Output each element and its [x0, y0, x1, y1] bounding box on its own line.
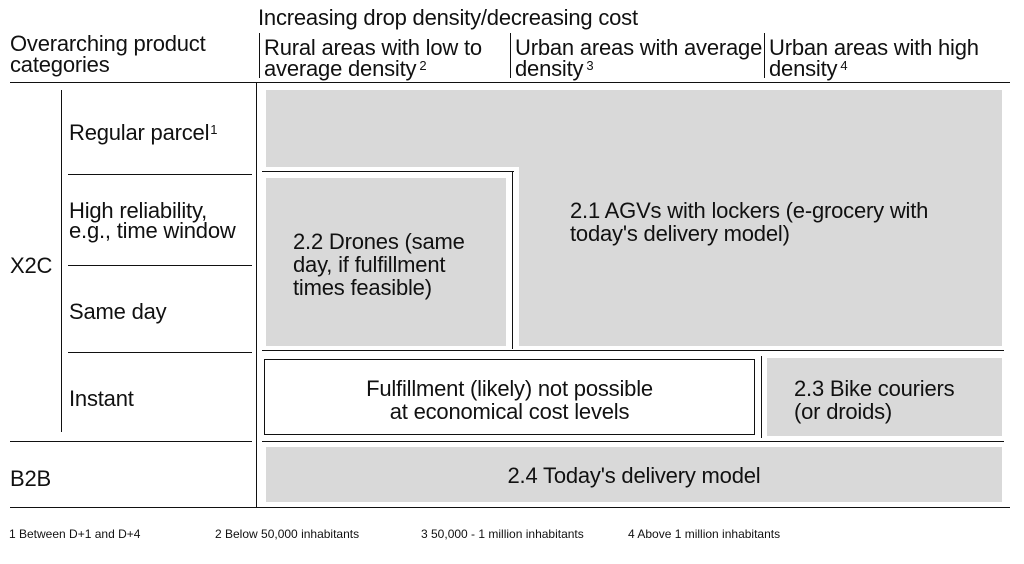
footnote-ref-3: 3: [586, 58, 594, 73]
column-header-rural-line-1: Rural areas with low to: [264, 35, 482, 60]
x2c-b2b-divider: [10, 441, 252, 442]
footnote-3: 3 50,000 - 1 million inhabitants: [421, 527, 584, 541]
row-divider-3: [68, 352, 252, 353]
footnote-ref-2: 2: [419, 58, 427, 73]
bike-block-label: 2.3 Bike couriers (or droids): [794, 376, 955, 424]
agv-block-label: 2.1 AGVs with lockers (e-grocery with today's delivery model): [570, 198, 929, 246]
todays-model-label: 2.4 Today's delivery model: [507, 463, 761, 488]
row-label-instant: Instant: [69, 386, 134, 411]
block-separator-top: [262, 171, 514, 172]
agv-block-main: [519, 167, 1002, 346]
header-divider-1: [259, 33, 260, 78]
x2c-bracket-line: [61, 90, 62, 432]
drones-block-label: 2.2 Drones (same day, if fulfillment times feasible): [293, 229, 465, 300]
left-header-line-2: categories: [10, 52, 110, 77]
row-label-same-day: Same day: [69, 299, 167, 324]
row-label-regular-parcel: Regular parcel$^1$: [69, 120, 218, 145]
grid-main-vertical: [256, 83, 257, 507]
header-bottom-rule: [10, 82, 1010, 83]
column-header-urban-high-line-2: density $^4$: [769, 56, 848, 81]
agv-block-top: [266, 90, 1002, 167]
row-divider-2: [68, 265, 252, 266]
footnote-2: 2 Below 50,000 inhabitants: [215, 527, 360, 541]
block-separator-bottom: [262, 441, 1004, 442]
group-label-x2c: X2C: [10, 253, 53, 278]
column-header-urban-avg-line-1: Urban areas with average: [515, 35, 763, 60]
not-possible-label: Fulfillment (likely) not possible at economical cost levels: [366, 376, 653, 424]
bike-separator-vertical: [761, 356, 762, 438]
header-divider-3: [764, 33, 765, 78]
footnote-4: 4 Above 1 million inhabitants: [628, 527, 781, 541]
group-label-b2b: B2B: [10, 466, 51, 491]
header-divider-2: [510, 33, 511, 78]
row-divider-1: [68, 174, 252, 175]
table-bottom-rule: [10, 507, 1010, 508]
column-header-rural-line-2: average density $^2$: [264, 56, 427, 81]
footnote-ref-1: 1: [210, 122, 218, 137]
block-separator-vertical: [512, 171, 513, 349]
row-label-high-reliability-line-1: High reliability,: [69, 198, 208, 223]
footnote-ref-4: 4: [840, 58, 848, 73]
top-title: Increasing drop density/decreasing cost: [258, 5, 638, 30]
column-header-urban-high-line-1: Urban areas with high: [769, 35, 979, 60]
footnote-1: 1 Between D+1 and D+4: [9, 527, 141, 541]
left-header-line-1: Overarching product: [10, 31, 206, 56]
block-separator-middle: [262, 350, 1004, 351]
column-header-urban-avg-line-2: density $^3$: [515, 56, 594, 81]
row-label-high-reliability-line-2: e.g., time window: [69, 218, 236, 243]
